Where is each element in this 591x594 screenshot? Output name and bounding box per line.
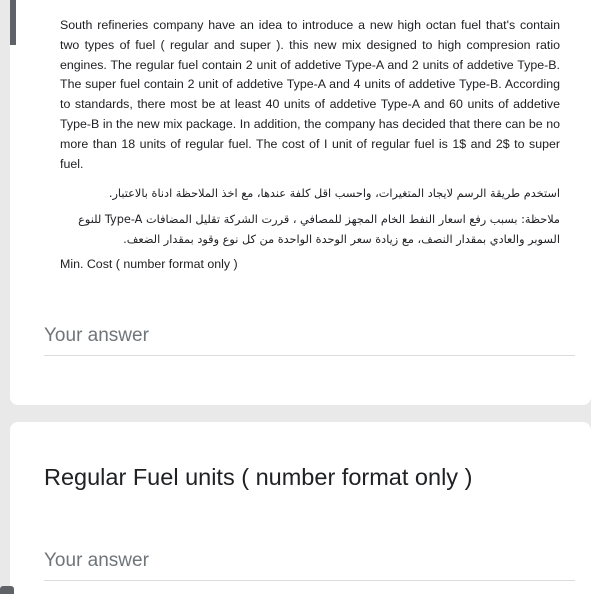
regular-fuel-question-title: Regular Fuel units ( number format only ) [44,464,473,490]
min-cost-question-label: Min. Cost ( number format only ) [60,257,238,271]
arabic-note: ملاحظة: بسبب رفع اسعار النفط الخام المجهز للمصافي ، قررت الشركة تقليل المضافات Type-A للنوع السوبر والعادي بمقدار النصف، مع زيادة سعر الوحدة الواحدة من كل نوع وقود بمقدار الضعف. [78,213,560,246]
question-card-min-cost [10,0,591,405]
corner-marker-icon [0,586,14,594]
arabic-instruction: استخدم طريقة الرسم لايجاد المتغيرات، واحسب اقل كلفة عندها، مع اخذ الملاحظة ادناة بالاعتبار. [108,187,560,200]
regular-fuel-answer-input[interactable]: Your answer [44,550,575,581]
question-card-regular-fuel [10,422,591,594]
min-cost-answer-input[interactable]: Your answer [44,325,575,356]
problem-statement: South refineries company have an idea to introduce a new high octan fuel that's contain two types of fuel ( regular and super ). this new mix designed to high compresion ratio engines. The regular fuel contain 2 unit of addetive Type-A and 2 units of addetive Type-B. The super fuel contain 2 unit of addetive Type-A and 4 units of addetive Type-B. According to standards, there most be at least 40 units of addetive Type-A and 60 units of addetive Type-B in the new mix package. In addition, the company has decided that there can be no more than 18 units of regular fuel. The cost of I unit of regular fuel is 1$ and 2$ to super fuel. [60,18,560,171]
